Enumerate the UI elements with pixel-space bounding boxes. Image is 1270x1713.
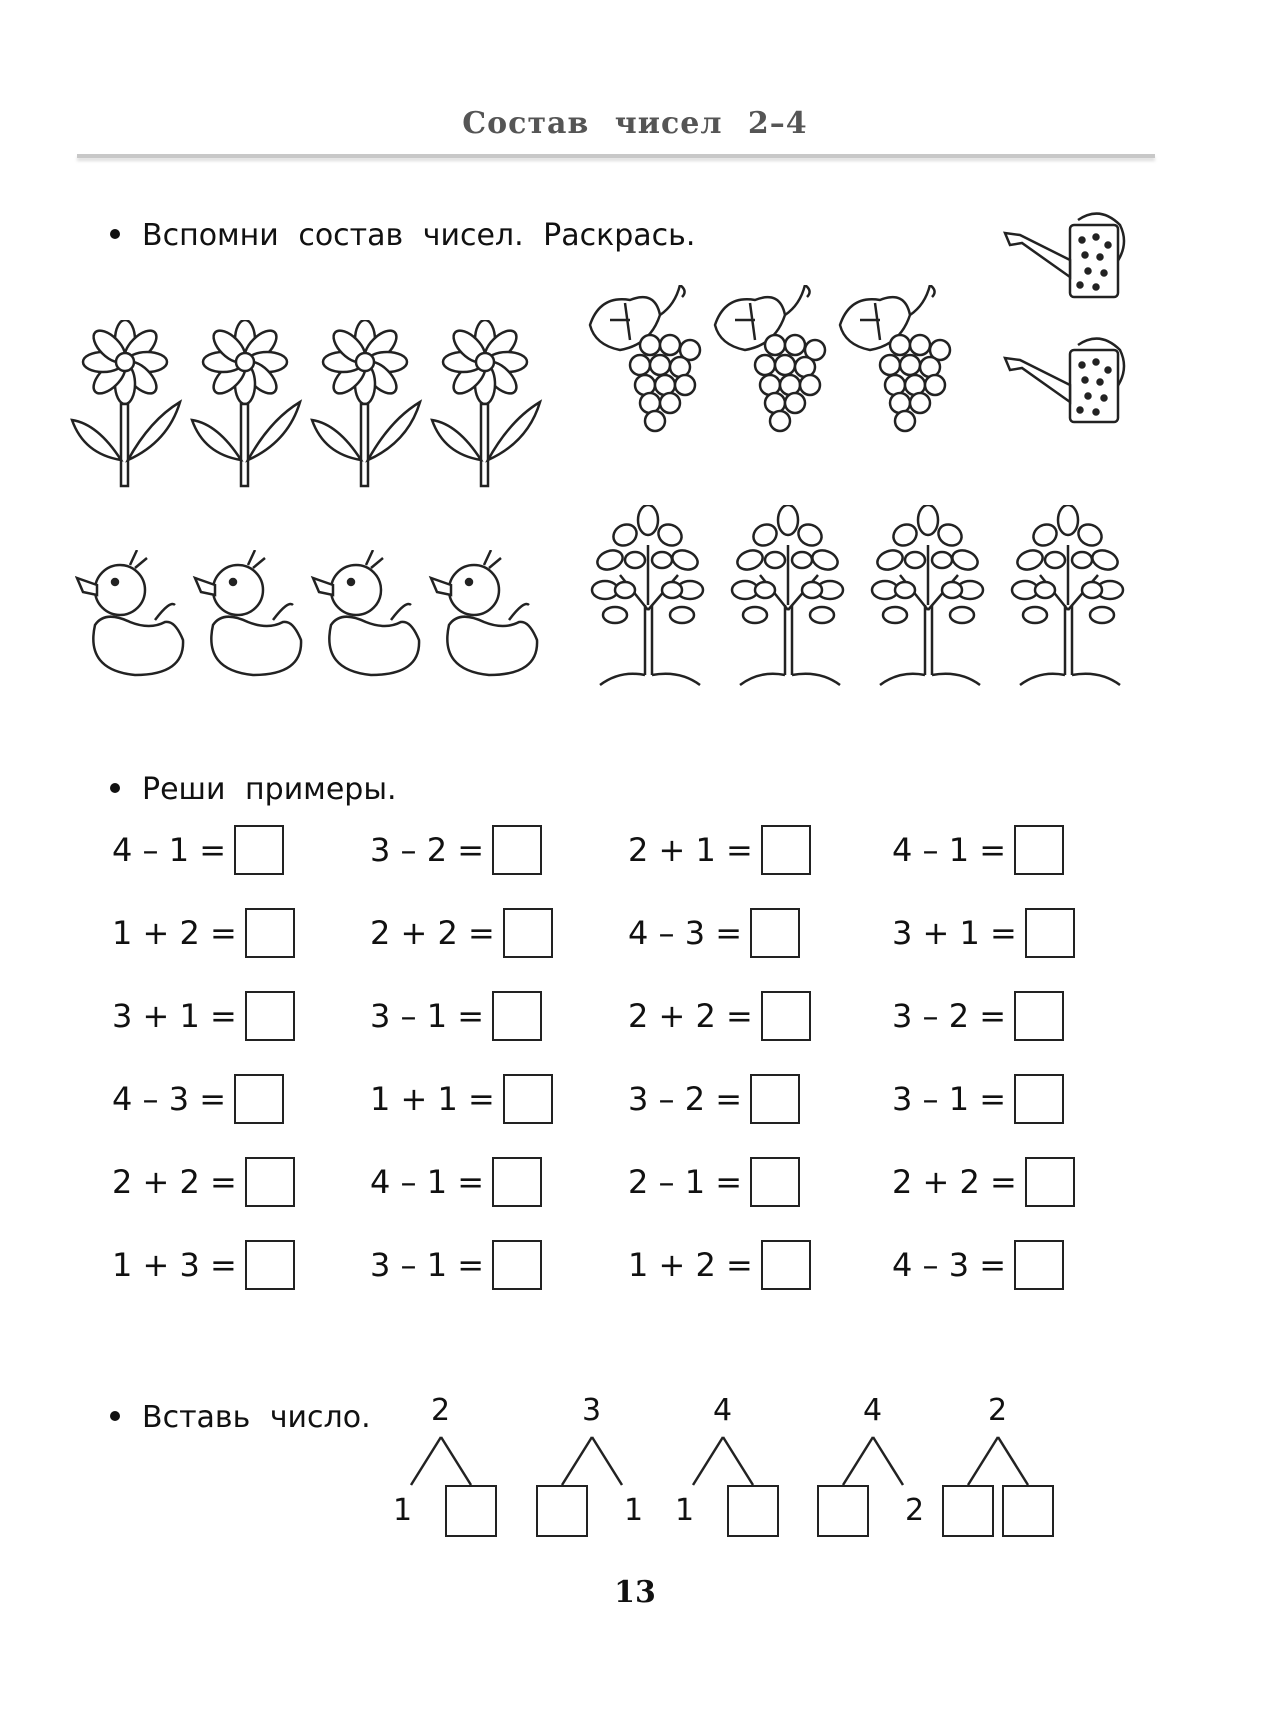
house-top-number: 4 xyxy=(863,1393,883,1428)
answer-box[interactable] xyxy=(1025,1157,1075,1207)
equation-text: 2 + 1 = xyxy=(628,831,753,869)
bullet xyxy=(110,229,120,239)
equation-text: 2 + 2 = xyxy=(370,914,495,952)
answer-box[interactable] xyxy=(503,1074,553,1124)
equation xyxy=(892,990,1064,1042)
answer-box[interactable] xyxy=(750,1157,800,1207)
equation xyxy=(370,907,553,959)
equation xyxy=(370,990,542,1042)
answer-box[interactable] xyxy=(492,991,542,1041)
equation-text: 3 – 1 = xyxy=(892,1080,1007,1118)
house-right-number: 2 xyxy=(905,1493,925,1528)
equation xyxy=(112,1156,295,1208)
answer-box[interactable] xyxy=(245,1240,295,1290)
equation xyxy=(370,1239,542,1291)
equation-text: 4 – 3 = xyxy=(892,1246,1007,1284)
equation xyxy=(112,990,295,1042)
equation-text: 2 – 1 = xyxy=(628,1163,743,1201)
task-color-instruction xyxy=(110,218,695,253)
equation-text: 1 + 2 = xyxy=(112,914,237,952)
equation xyxy=(892,824,1064,876)
equation xyxy=(628,1156,800,1208)
equation-text: 3 + 1 = xyxy=(892,914,1017,952)
answer-box[interactable] xyxy=(761,991,811,1041)
answer-box[interactable] xyxy=(1014,991,1064,1041)
answer-box[interactable] xyxy=(761,825,811,875)
grapes-group xyxy=(580,285,970,465)
equation xyxy=(112,824,284,876)
answer-box[interactable] xyxy=(245,991,295,1041)
equation xyxy=(892,1073,1064,1125)
task-solve-instruction xyxy=(110,772,397,807)
answer-box[interactable] xyxy=(1014,825,1064,875)
answer-box[interactable] xyxy=(750,1074,800,1124)
answer-box[interactable] xyxy=(1014,1240,1064,1290)
equation xyxy=(628,1239,811,1291)
house-top-number: 4 xyxy=(713,1393,733,1428)
house-answer-box[interactable] xyxy=(817,1485,869,1537)
equation xyxy=(892,1239,1064,1291)
equation-text: 4 – 1 = xyxy=(112,831,227,869)
equation-text: 4 – 3 = xyxy=(628,914,743,952)
house-answer-box[interactable] xyxy=(942,1485,994,1537)
equation xyxy=(892,907,1075,959)
equation xyxy=(112,907,295,959)
house-left-number: 1 xyxy=(675,1493,695,1528)
house-answer-box[interactable] xyxy=(1002,1485,1054,1537)
house-top-number: 2 xyxy=(431,1393,451,1428)
task-insert-label: Вставь число. xyxy=(142,1400,371,1435)
answer-box[interactable] xyxy=(234,825,284,875)
house-top-number: 3 xyxy=(582,1393,602,1428)
house-right-number: 1 xyxy=(624,1493,644,1528)
equation-text: 2 + 2 = xyxy=(628,997,753,1035)
title-divider xyxy=(77,154,1155,158)
equation-text: 3 – 1 = xyxy=(370,997,485,1035)
task-insert-instruction xyxy=(110,1400,371,1435)
page-number: 13 xyxy=(614,1575,656,1610)
equation xyxy=(628,824,811,876)
equation xyxy=(112,1073,284,1125)
equation-text: 1 + 1 = xyxy=(370,1080,495,1118)
equation-text: 2 + 2 = xyxy=(892,1163,1017,1201)
house-left-number: 1 xyxy=(393,1493,413,1528)
house-answer-box[interactable] xyxy=(445,1485,497,1537)
equation-text: 3 – 2 = xyxy=(628,1080,743,1118)
flowers-group xyxy=(70,320,550,490)
bullet xyxy=(110,783,120,793)
equation xyxy=(628,907,800,959)
equation-text: 1 + 3 = xyxy=(112,1246,237,1284)
answer-box[interactable] xyxy=(492,1157,542,1207)
answer-box[interactable] xyxy=(1014,1074,1064,1124)
equation xyxy=(892,1156,1075,1208)
task-solve-label: Реши примеры. xyxy=(142,772,397,807)
equation-text: 4 – 1 = xyxy=(892,831,1007,869)
equation xyxy=(370,1073,553,1125)
answer-box[interactable] xyxy=(234,1074,284,1124)
answer-box[interactable] xyxy=(503,908,553,958)
ducklings-group xyxy=(75,550,555,680)
answer-box[interactable] xyxy=(492,1240,542,1290)
equation xyxy=(112,1239,295,1291)
answer-box[interactable] xyxy=(1025,908,1075,958)
equation-text: 1 + 2 = xyxy=(628,1246,753,1284)
bullet xyxy=(110,1411,120,1421)
page-title: Состав чисел 2–4 xyxy=(462,106,808,141)
answer-box[interactable] xyxy=(761,1240,811,1290)
answer-box[interactable] xyxy=(245,1157,295,1207)
house-top-number: 2 xyxy=(988,1393,1008,1428)
answer-box[interactable] xyxy=(750,908,800,958)
house-answer-box[interactable] xyxy=(536,1485,588,1537)
house-answer-box[interactable] xyxy=(727,1485,779,1537)
equation-text: 4 – 3 = xyxy=(112,1080,227,1118)
answer-box[interactable] xyxy=(492,825,542,875)
equation xyxy=(628,1073,800,1125)
equation-text: 2 + 2 = xyxy=(112,1163,237,1201)
equation-text: 4 – 1 = xyxy=(370,1163,485,1201)
watering-cans-group xyxy=(1000,205,1160,455)
equation-text: 3 – 2 = xyxy=(370,831,485,869)
equation-text: 3 + 1 = xyxy=(112,997,237,1035)
equation xyxy=(628,990,811,1042)
trees-group xyxy=(590,505,1150,695)
equation xyxy=(370,1156,542,1208)
task-color-label: Вспомни состав чисел. Раскрась. xyxy=(142,218,696,253)
equation xyxy=(370,824,542,876)
equation-text: 3 – 2 = xyxy=(892,997,1007,1035)
answer-box[interactable] xyxy=(245,908,295,958)
equation-text: 3 – 1 = xyxy=(370,1246,485,1284)
